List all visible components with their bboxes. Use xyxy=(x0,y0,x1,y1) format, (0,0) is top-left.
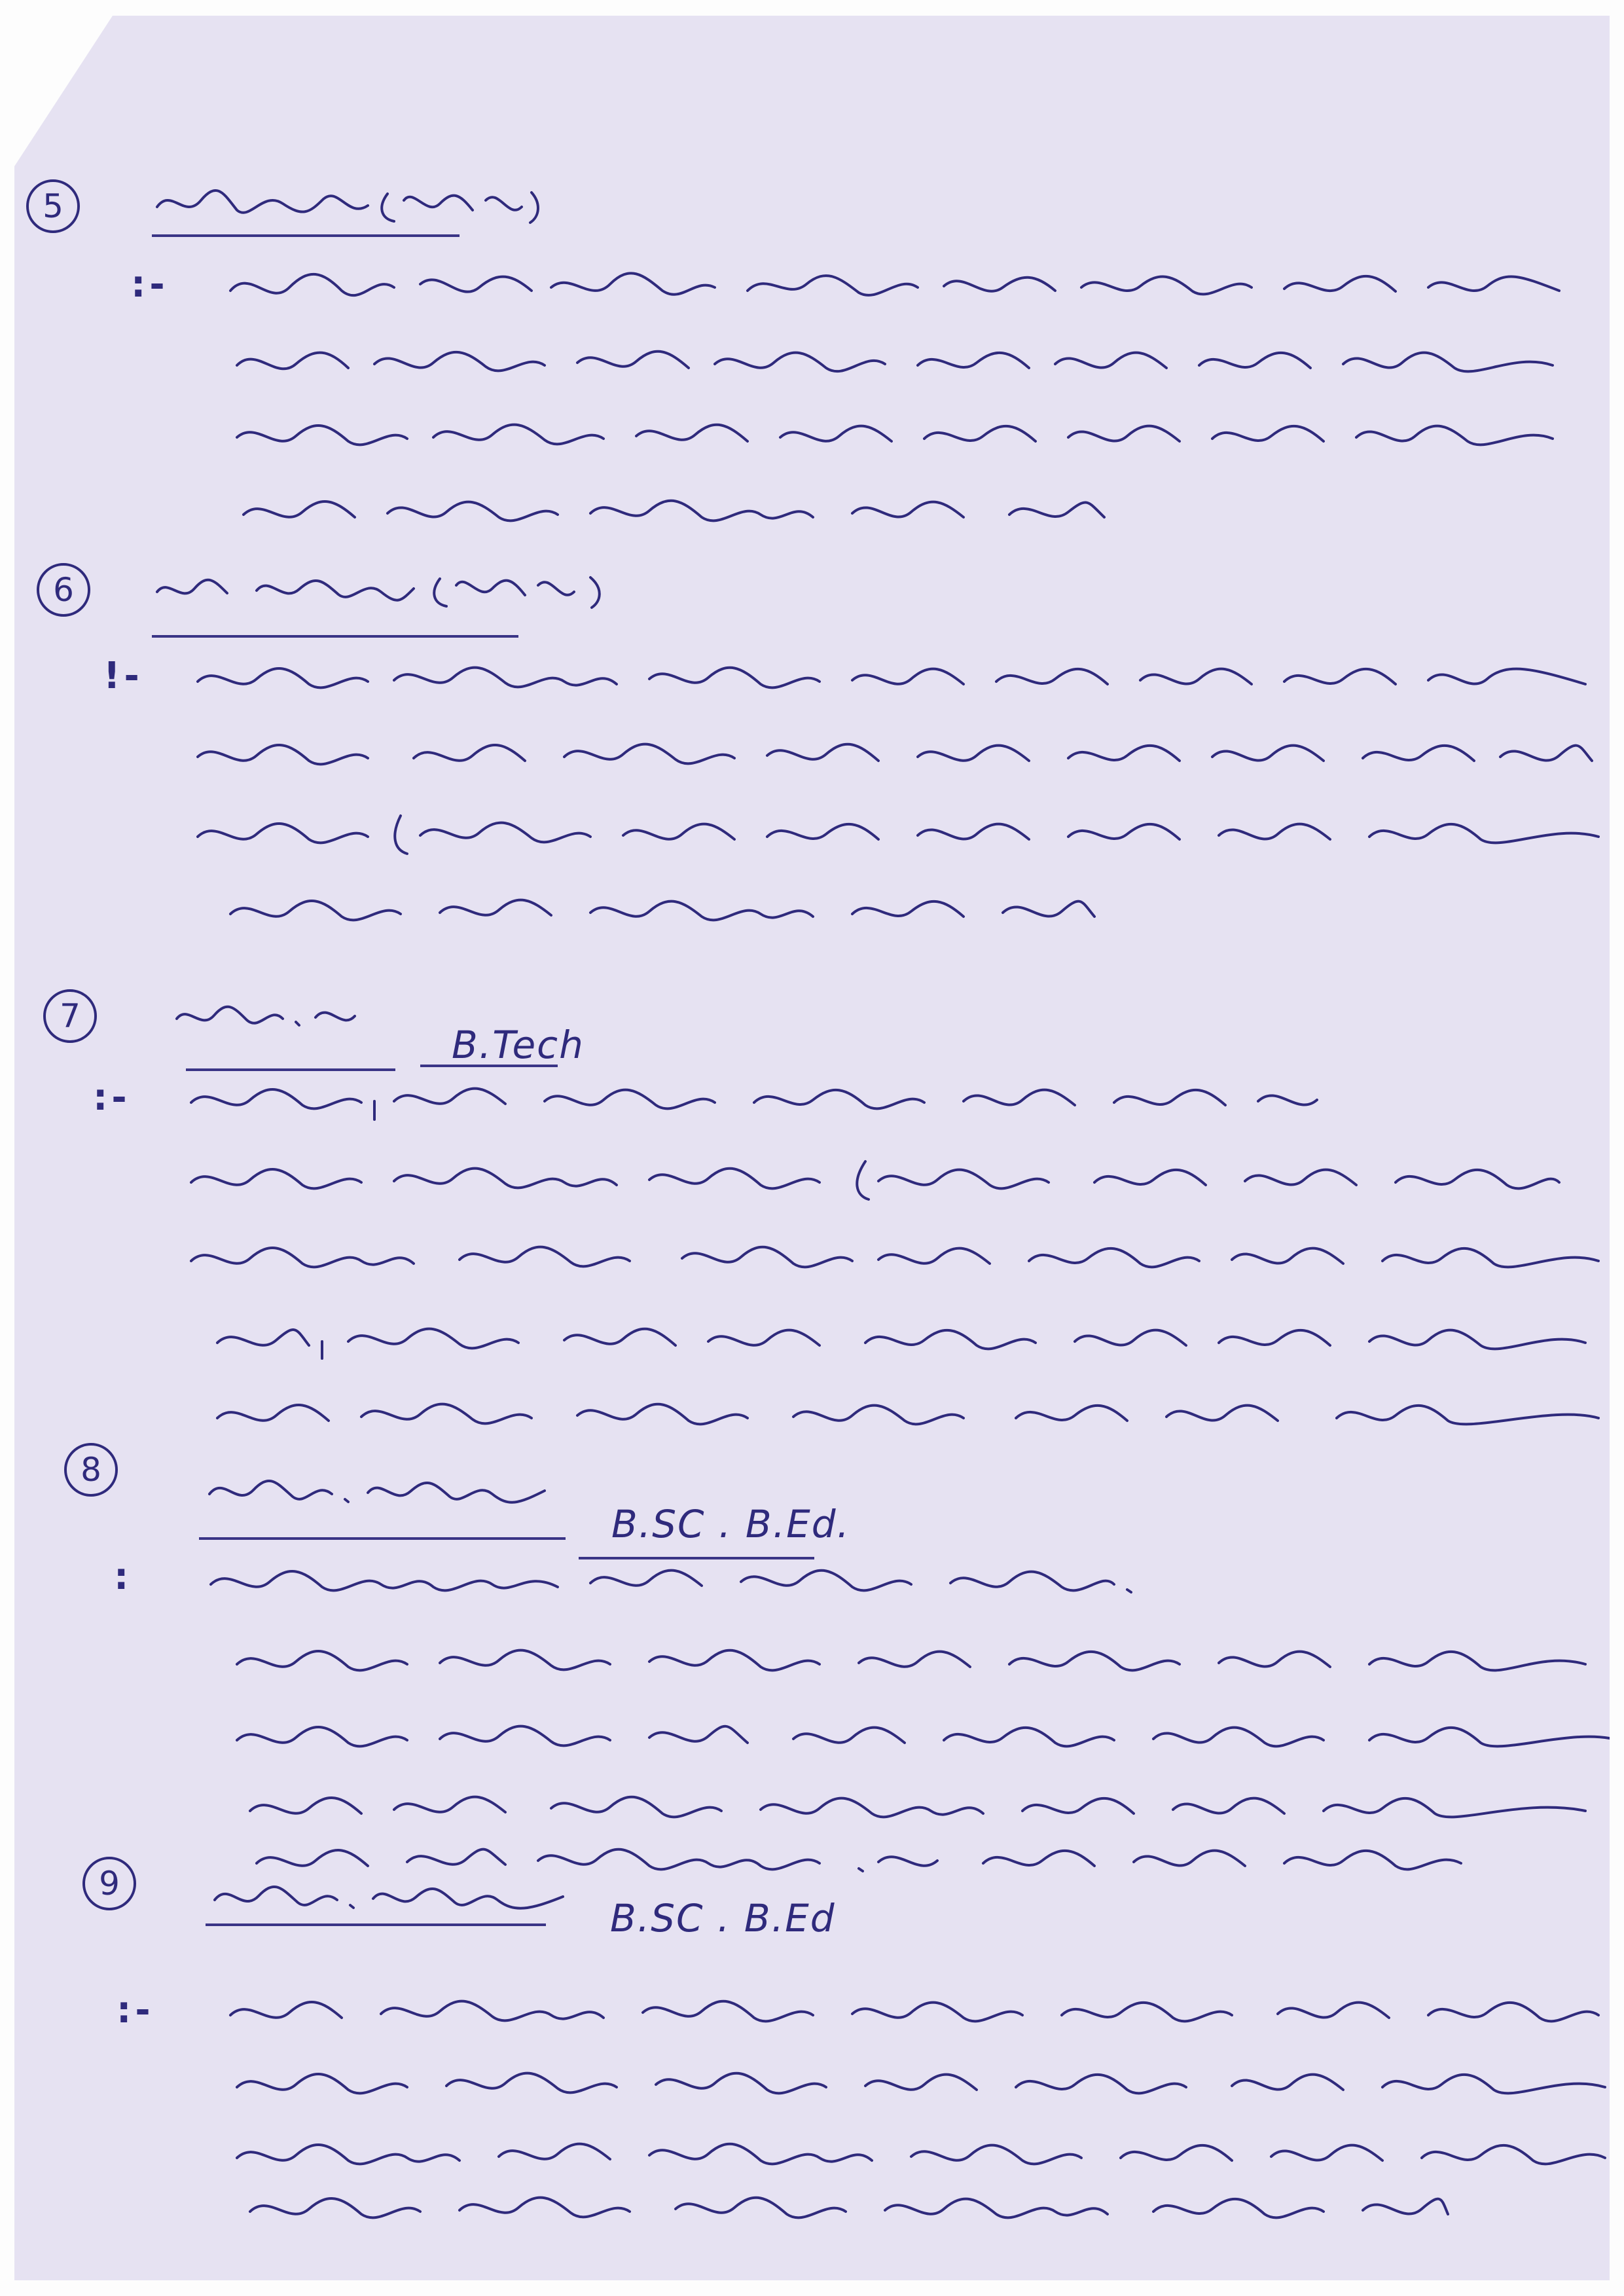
handwritten-line xyxy=(185,1075,1337,1127)
entry-title xyxy=(152,566,636,611)
entry-title-underline xyxy=(206,1923,546,1926)
document-page xyxy=(14,16,1610,2280)
entry-marker: : xyxy=(114,1556,133,1598)
handwritten-line xyxy=(211,1315,1592,1368)
handwritten-line xyxy=(230,1637,1592,1689)
handwritten-line xyxy=(230,338,1566,390)
handwritten-line xyxy=(224,261,1572,314)
handwritten-line xyxy=(224,1988,1605,2040)
handwritten-line xyxy=(191,809,1605,862)
entry-number: 6 xyxy=(37,563,90,617)
entry-marker: !- xyxy=(103,655,143,697)
entry-title-underline xyxy=(186,1068,395,1071)
entry-marker: :- xyxy=(117,1989,154,2032)
handwritten-line xyxy=(244,2184,1454,2236)
handwritten-line xyxy=(211,1391,1605,1443)
entry-title-underline xyxy=(152,635,518,638)
qualification: B.SC . B.Ed. xyxy=(611,1502,850,1546)
handwritten-line xyxy=(244,1783,1592,1836)
handwritten-line xyxy=(185,1155,1566,1207)
entry-marker: :- xyxy=(93,1076,131,1119)
handwritten-line xyxy=(191,731,1598,783)
handwritten-line xyxy=(224,886,1101,939)
entry-title-underline xyxy=(152,234,460,237)
handwritten-line xyxy=(230,2130,1610,2183)
qualification: B.Tech xyxy=(452,1023,585,1067)
entry-title xyxy=(152,181,545,227)
entry-number: 5 xyxy=(26,179,80,233)
entry-title xyxy=(171,993,368,1038)
entry-title-underline xyxy=(199,1537,566,1540)
entry-marker: :- xyxy=(131,263,169,306)
handwritten-line xyxy=(237,487,1114,539)
entry-number: 9 xyxy=(82,1857,136,1910)
handwritten-line xyxy=(191,654,1598,706)
handwritten-line xyxy=(230,411,1566,464)
handwritten-line xyxy=(230,2060,1610,2112)
entry-number: 7 xyxy=(43,989,97,1043)
handwritten-line xyxy=(185,1233,1605,1286)
entry-number: 8 xyxy=(64,1443,118,1497)
handwritten-line xyxy=(204,1557,1140,1609)
qualification: B.SC . B.Ed xyxy=(610,1896,836,1941)
folded-corner xyxy=(14,16,113,166)
qualification-underline xyxy=(420,1065,558,1067)
entry-title xyxy=(209,1874,576,1920)
handwritten-line xyxy=(230,1713,1610,1765)
entry-title xyxy=(204,1468,558,1514)
